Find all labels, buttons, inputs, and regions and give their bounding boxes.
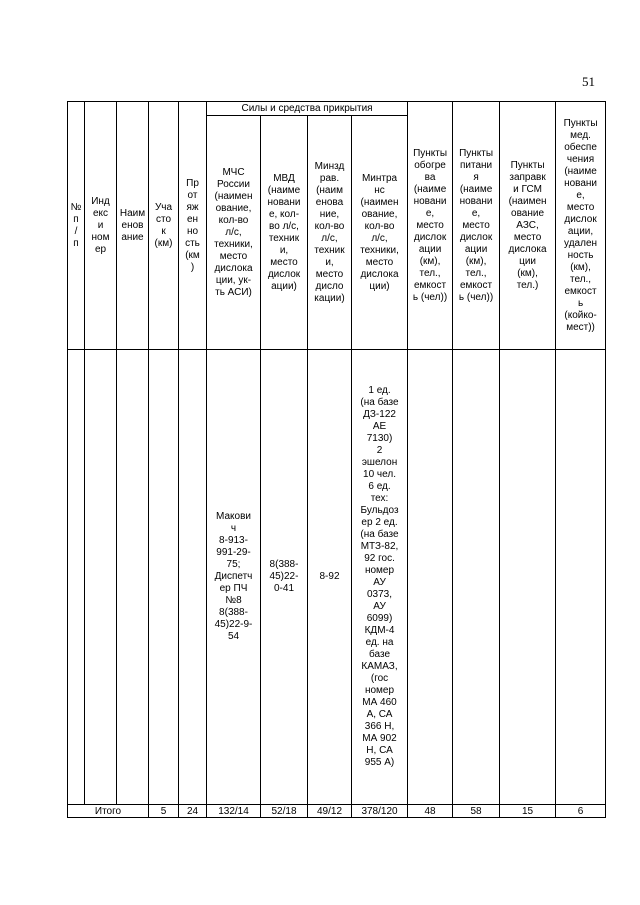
total-food: 58 <box>453 805 500 818</box>
cell-food <box>453 350 500 805</box>
header-mvd: МВД (наиме новани е, кол- во л/с, техник и, место дислок ации) <box>261 116 308 350</box>
header-heating: Пункты обогре ва (наиме новани е, место дислок ации (км), тел., емкост ь (чел)) <box>408 102 453 350</box>
header-minzdrav: Минзд рав. (наим енова ние, кол-во л/с, техник и, место дисло кации) <box>308 116 352 350</box>
header-num: № п / п <box>68 102 85 350</box>
table-row <box>68 350 606 805</box>
cell-mchs: Макови ч 8-913- 991-29- 75; Диспетч ер ПЧ №8 8(388- 45)22-9- 54 <box>207 350 261 805</box>
cell-mvd: 8(388- 45)22- 0-41 <box>261 350 308 805</box>
header-forces-group: Силы и средства прикрытия <box>207 102 408 116</box>
header-section: Уча сто к (км) <box>149 102 179 350</box>
cell-minzdrav: 8-92 <box>308 350 352 805</box>
header-medical: Пункты мед. обеспе чения (наиме новани е, место дислок ации, удален ность (км), тел., емкост ь (койко- мест)) <box>556 102 606 350</box>
cell-fuel <box>500 350 556 805</box>
total-row <box>68 805 606 818</box>
total-heating: 48 <box>408 805 453 818</box>
cell-index <box>85 350 117 805</box>
header-index: Инд екс и ном ер <box>85 102 117 350</box>
total-label: Итого <box>68 805 149 818</box>
total-mvd: 52/18 <box>261 805 308 818</box>
total-length: 24 <box>179 805 207 818</box>
cell-mintrans: 1 ед. (на базе ДЗ-122 АЕ 7130) 2 эшелон 10 чел. 6 ед. тех: Бульдоз ер 2 ед. (на базе МТЗ-82, 92 гос. номер АУ 0373, АУ 6099) КДМ-4 ед. на базе КАМАЗ, (гос номер МА 460 А, СА 366 Н, МА 902 Н, СА 955 А) <box>352 350 408 805</box>
header-name: Наим енов ание <box>117 102 149 350</box>
header-food: Пункты питани я (наиме новани е, место дислок ации (км), тел., емкост ь (чел)) <box>453 102 500 350</box>
cell-heating <box>408 350 453 805</box>
cell-length <box>179 350 207 805</box>
forces-table <box>67 101 606 818</box>
header-mintrans: Минтра нс (наимен ование, кол-во л/с, техники, место дислока ции) <box>352 116 408 350</box>
total-mchs: 132/14 <box>207 805 261 818</box>
total-section: 5 <box>149 805 179 818</box>
total-medical: 6 <box>556 805 606 818</box>
cell-medical <box>556 350 606 805</box>
cell-num <box>68 350 85 805</box>
total-mintrans: 378/120 <box>352 805 408 818</box>
total-minzdrav: 49/12 <box>308 805 352 818</box>
cell-section <box>149 350 179 805</box>
header-length: Пр от яж ен но сть (км ) <box>179 102 207 350</box>
header-mchs: МЧС России (наимен ование, кол-во л/с, техники, место дислока ции, ук- ть АСИ) <box>207 116 261 350</box>
cell-name <box>117 350 149 805</box>
header-fuel: Пункты заправк и ГСМ (наимен ование АЗС, место дислока ции (км), тел.) <box>500 102 556 350</box>
total-fuel: 15 <box>500 805 556 818</box>
page-number: 51 <box>582 74 595 89</box>
